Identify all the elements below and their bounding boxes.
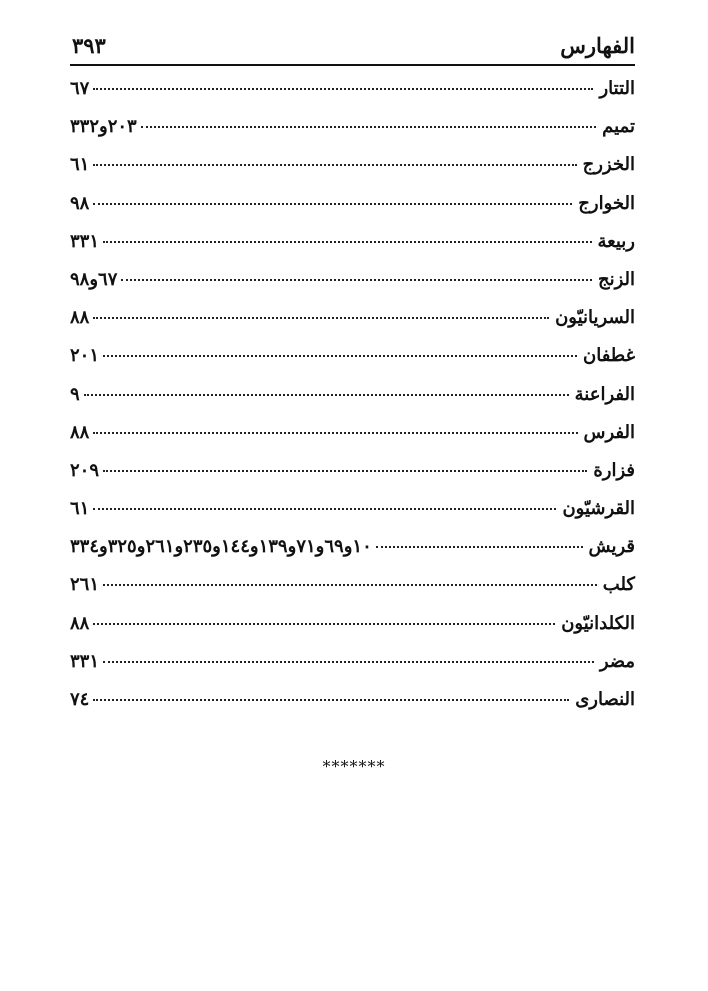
entry-name: غطفان bbox=[583, 345, 635, 367]
entry-name: الفراعنة bbox=[574, 383, 635, 405]
entry-pages: ٣٣١ bbox=[70, 230, 100, 252]
leader-dots bbox=[93, 164, 576, 166]
index-entry bbox=[70, 651, 635, 689]
entry-pages: ٦٧ bbox=[70, 78, 90, 99]
entry-name: مضر bbox=[599, 650, 635, 672]
entry-pages: ٢٠١ bbox=[70, 345, 100, 367]
entry-pages: ٢٠٣و٣٣٢ bbox=[70, 116, 137, 138]
running-title: الفهارس bbox=[560, 33, 635, 58]
entry-name: قريش bbox=[588, 536, 635, 558]
leader-dots bbox=[376, 546, 583, 548]
index-entry bbox=[70, 460, 635, 498]
index-entry bbox=[70, 193, 635, 231]
leader-dots bbox=[93, 432, 577, 434]
leader-dots bbox=[103, 661, 594, 663]
index-entry bbox=[70, 154, 635, 192]
entry-name: النصارى bbox=[575, 689, 635, 710]
entry-pages: ٩ bbox=[70, 383, 80, 405]
entry-pages: ٣٣١ bbox=[70, 650, 100, 672]
leader-dots bbox=[103, 355, 577, 357]
index-entries bbox=[70, 78, 635, 727]
index-entry bbox=[70, 269, 635, 307]
entry-name: ربيعة bbox=[597, 230, 635, 252]
entry-pages: ٢٠٩ bbox=[70, 459, 100, 481]
section-ornament: ******* bbox=[322, 757, 386, 776]
leader-dots bbox=[103, 241, 592, 243]
entry-pages: ٦١ bbox=[70, 498, 90, 520]
entry-name: فزارة bbox=[593, 459, 635, 481]
index-entry bbox=[70, 116, 635, 154]
leader-dots bbox=[93, 623, 555, 625]
index-entry bbox=[70, 345, 635, 383]
entry-pages: ٨٨ bbox=[70, 307, 90, 329]
entry-pages: ٦٧و٩٨ bbox=[70, 268, 118, 290]
index-entry bbox=[70, 574, 635, 612]
entry-pages: ٧٤ bbox=[70, 689, 90, 710]
leader-dots bbox=[84, 394, 569, 396]
page-header bbox=[70, 18, 635, 58]
entry-pages: ٦١ bbox=[70, 154, 90, 176]
index-entry bbox=[70, 384, 635, 422]
leader-dots bbox=[93, 317, 549, 319]
entry-name: القرشيّون bbox=[562, 498, 635, 520]
entry-pages: ٢٦١ bbox=[70, 574, 100, 596]
leader-dots bbox=[121, 279, 592, 281]
leader-dots bbox=[93, 203, 572, 205]
index-entry bbox=[70, 78, 635, 116]
entry-pages: ١٠و٦٩و٧١و١٣٩و١٤٤و٢٣٥و٢٦١و٣٢٥و٣٣٤ bbox=[70, 536, 372, 558]
index-entry bbox=[70, 422, 635, 460]
entry-pages: ٨٨ bbox=[70, 421, 90, 443]
leader-dots bbox=[93, 88, 593, 90]
entry-name: الخزرج bbox=[582, 154, 635, 176]
index-entry bbox=[70, 231, 635, 269]
leader-dots bbox=[141, 126, 596, 128]
entry-pages: ٩٨ bbox=[70, 192, 90, 214]
entry-name: السريانيّون bbox=[555, 307, 635, 329]
index-entry bbox=[70, 689, 635, 727]
entry-name: كلب bbox=[602, 574, 635, 596]
leader-dots bbox=[103, 584, 597, 586]
leader-dots bbox=[103, 470, 587, 472]
index-entry bbox=[70, 536, 635, 574]
header-rule bbox=[70, 64, 635, 66]
entry-name: الزنج bbox=[597, 268, 635, 290]
entry-pages: ٨٨ bbox=[70, 612, 90, 634]
entry-name: الفرس bbox=[583, 421, 635, 443]
index-entry bbox=[70, 613, 635, 651]
leader-dots bbox=[93, 508, 556, 510]
page-number: ٣٩٣ bbox=[72, 33, 106, 58]
entry-name: الخوارج bbox=[578, 192, 635, 214]
entry-name: تميم bbox=[602, 116, 635, 138]
index-page bbox=[70, 18, 635, 727]
entry-name: الكلدانيّون bbox=[561, 612, 635, 634]
entry-name: التتار bbox=[599, 78, 635, 99]
index-entry bbox=[70, 307, 635, 345]
index-entry bbox=[70, 498, 635, 536]
leader-dots bbox=[93, 699, 569, 701]
